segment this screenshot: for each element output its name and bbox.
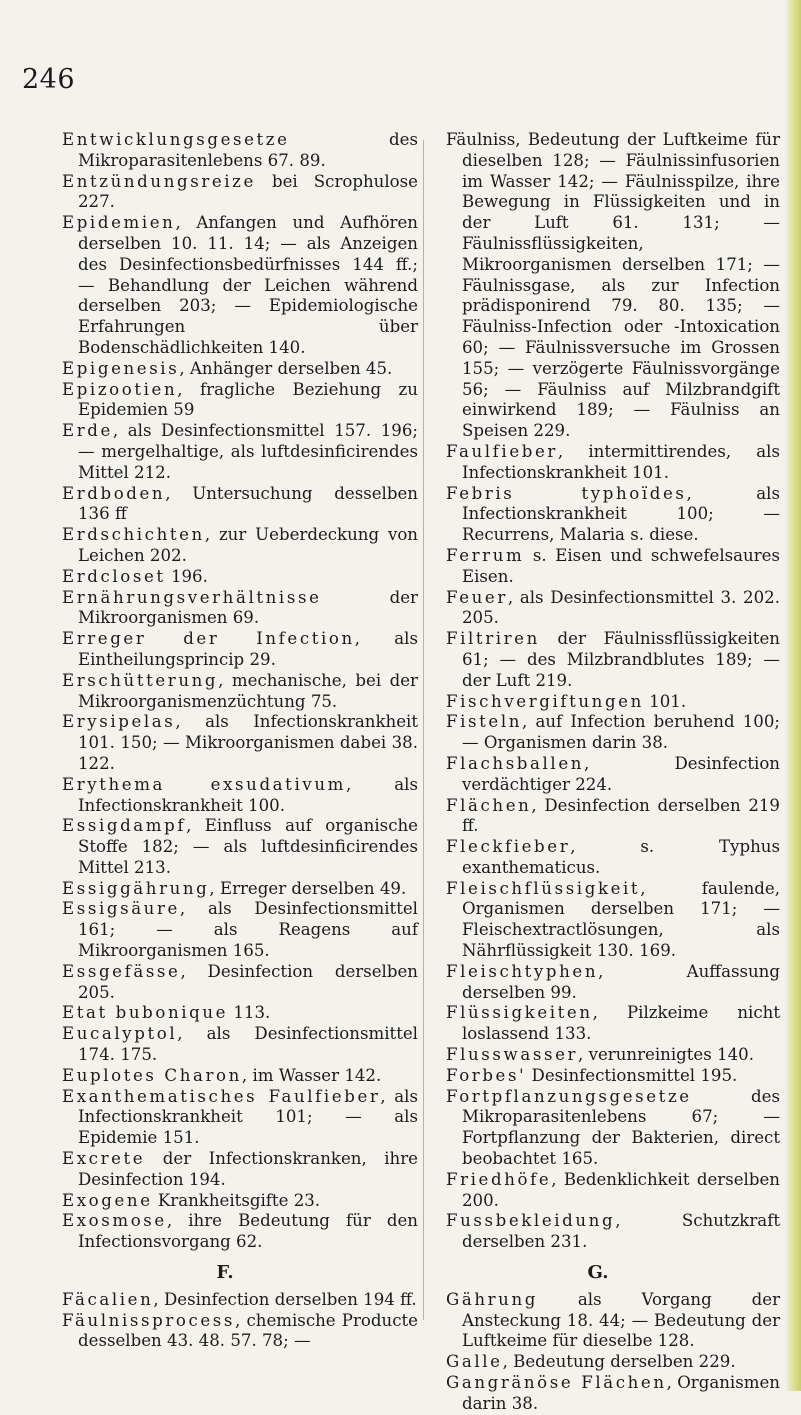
section-letter: G. bbox=[587, 1262, 609, 1284]
index-entry bbox=[446, 1066, 780, 1087]
index-text: Fäulniss, Bedeutung der Luftkeime für dieselben 128; — Fäulnissinfusorien im Wasser 142; — Fäulnisspilze, ihre Bewegung in Flüssigkeiten und in der Luft 61. 131; — Fäulnissflüssigkeiten, Mikroorganismen derselben 171; — Fäulnissgase, als zur Infection prädisponirend 79. 80. 135; — Fäulniss-Infection oder -Intoxication 60; — Fäulnissversuche im Grossen 155; — verzögerte Fäulnissvorgänge 56; — Fäulniss auf Milzbrandgift einwirkend 189; — Fäulniss an Speisen 229. bbox=[446, 130, 780, 441]
index-term: Flusswasser bbox=[446, 1045, 579, 1065]
index-entry bbox=[62, 484, 418, 526]
index-text: , Desinfection derselben 219 ff. bbox=[462, 795, 780, 836]
index-term: Faulfieber bbox=[446, 441, 558, 461]
index-term: Fischvergiftungen bbox=[446, 691, 644, 711]
index-entry bbox=[62, 1191, 418, 1212]
index-entry bbox=[62, 130, 418, 172]
index-term: Erschütterung bbox=[62, 670, 219, 690]
index-text: , s. Typhus exanthematicus. bbox=[462, 837, 780, 877]
index-text: , Bedenklichkeit derselben 200. bbox=[462, 1169, 780, 1210]
index-term: Erreger der Infection bbox=[62, 629, 355, 649]
index-entry bbox=[446, 1290, 780, 1352]
index-column-left bbox=[62, 130, 418, 1352]
index-text: , als Infectionskrankheit 100. bbox=[78, 774, 418, 815]
index-text: , als Eintheilungsprincip 29. bbox=[78, 629, 418, 669]
index-text: bei Scrophulose 227. bbox=[78, 171, 418, 212]
index-entry bbox=[446, 796, 780, 838]
index-entry bbox=[62, 525, 418, 567]
index-term: Epizootien bbox=[62, 379, 178, 399]
index-term: Fleckfieber bbox=[446, 837, 571, 857]
index-text: , Anhänger derselben 45. bbox=[179, 358, 393, 378]
index-text: , Erreger derselben 49. bbox=[209, 878, 407, 898]
index-term: Flüssigkeiten bbox=[446, 1003, 593, 1023]
index-text: s. Eisen und schwefelsaures Eisen. bbox=[462, 545, 780, 586]
index-text: 101. bbox=[643, 691, 687, 711]
index-term: Friedhöfe bbox=[446, 1169, 552, 1189]
index-term: Epidemien bbox=[62, 213, 176, 233]
index-term: Flächen bbox=[446, 795, 532, 815]
index-term: Excrete bbox=[62, 1149, 146, 1169]
index-entry bbox=[62, 962, 418, 1004]
index-text: als Vorgang der Ansteckung 18. 44; — Bedeutung der Luftkeime für dieselbe 128. bbox=[462, 1289, 780, 1351]
index-entry bbox=[62, 816, 418, 878]
index-term: Etat bubonique bbox=[62, 1003, 229, 1023]
index-text: , Untersuchung desselben 136 ff bbox=[78, 483, 418, 524]
index-entry bbox=[446, 130, 780, 442]
index-term: Fleischflüssigkeit bbox=[446, 878, 641, 898]
index-term: Feuer bbox=[446, 587, 508, 607]
index-entry bbox=[62, 1003, 418, 1024]
index-entry bbox=[62, 775, 418, 817]
index-term: Fleischtyphen bbox=[446, 961, 599, 981]
index-entry bbox=[446, 837, 780, 879]
index-text: der Fäulnissflüssigkeiten 61; — des Milzbrandblutes 189; — der Luft 219. bbox=[462, 629, 780, 690]
index-term: Fortpflanzungsgesetze bbox=[446, 1086, 692, 1106]
index-entry bbox=[62, 671, 418, 713]
index-text: Krankheitsgifte 23. bbox=[152, 1190, 321, 1210]
index-entry bbox=[62, 629, 418, 671]
index-entry bbox=[446, 1352, 780, 1373]
index-column-right bbox=[446, 130, 780, 1415]
index-text: 113. bbox=[228, 1003, 271, 1023]
index-text: , als Infectionskrankheit 100; —Recurrens, Malaria s. diese. bbox=[462, 483, 780, 545]
index-text: Desinfectionsmittel 195. bbox=[526, 1065, 738, 1085]
index-term: Erde bbox=[62, 421, 113, 441]
index-entry bbox=[446, 1211, 780, 1253]
index-term: Exogene bbox=[62, 1190, 153, 1210]
index-term: Essigdampf bbox=[62, 816, 187, 836]
index-term: Fussbekleidung bbox=[446, 1211, 616, 1231]
index-term: Erysipelas bbox=[62, 712, 176, 732]
index-term: Flachsballen bbox=[446, 753, 585, 773]
column-divider bbox=[423, 140, 424, 1320]
index-entry bbox=[62, 1149, 418, 1191]
index-text: , Desinfection derselben 194 ff. bbox=[153, 1289, 417, 1309]
index-entry bbox=[62, 421, 418, 483]
index-text: , Bedeutung derselben 229. bbox=[502, 1352, 736, 1372]
index-term: Exanthematisches Faulfieber bbox=[62, 1086, 381, 1106]
index-term: Euplotes Charon bbox=[62, 1065, 242, 1085]
index-text: , Auffassung derselben 99. bbox=[462, 961, 780, 1002]
index-text: der Mikroorganismen 69. bbox=[78, 587, 418, 628]
index-term: Erdboden bbox=[62, 483, 166, 503]
index-text: , mechanische, bei der Mikroorganismenzüchtung 75. bbox=[78, 670, 418, 711]
index-entry bbox=[62, 1087, 418, 1149]
index-entry bbox=[62, 1066, 418, 1087]
index-term: Gährung bbox=[446, 1289, 538, 1309]
index-term: Exosmose bbox=[62, 1211, 167, 1231]
index-term: Febris typhoïdes bbox=[446, 483, 687, 503]
index-term: Entzündungsreize bbox=[62, 171, 256, 191]
index-text: , auf Infection beruhend 100; — Organismen darin 38. bbox=[462, 712, 780, 753]
index-text: des Mikroparasitenlebens 67. 89. bbox=[78, 130, 418, 170]
index-entry bbox=[446, 442, 780, 484]
index-term: Gangränöse Flächen bbox=[446, 1373, 667, 1393]
index-term: Erdschichten bbox=[62, 525, 205, 545]
index-text: 196. bbox=[165, 566, 208, 586]
index-entry bbox=[446, 1045, 780, 1066]
index-text: , chemische Producte desselben 43. 48. 57. 78; — bbox=[78, 1310, 418, 1351]
index-entry bbox=[62, 567, 418, 588]
index-term: Essgefässe bbox=[62, 961, 181, 981]
index-entry bbox=[446, 1003, 780, 1045]
index-text: , Pilzkeime nicht loslassend 133. bbox=[462, 1003, 780, 1044]
index-text: , intermittirendes, als Infectionskrankheit 101. bbox=[462, 441, 780, 482]
index-text: , Einfluss auf organische Stoffe 182; — als luftdesinficirendes Mittel 213. bbox=[78, 816, 418, 877]
index-text: des Mikroparasitenlebens 67; — Fortpflanzung der Bakterien, direct beobachtet 165. bbox=[462, 1086, 780, 1169]
index-entry bbox=[446, 1087, 780, 1170]
index-entry bbox=[62, 588, 418, 630]
index-term: Galle bbox=[446, 1352, 503, 1372]
index-entry bbox=[446, 712, 780, 754]
index-text: , Desinfection verdächtiger 224. bbox=[462, 753, 780, 794]
index-entry bbox=[62, 1024, 418, 1066]
index-term: Erdcloset bbox=[62, 566, 166, 586]
index-term: Fäcalien bbox=[62, 1289, 154, 1309]
index-entry bbox=[446, 546, 780, 588]
index-text: , Anfangen und Aufhören derselben 10. 11. 14; — als Anzeigen des Desinfectionsbedürfnisses 144 ff.; — Behandlung der Leichen während derselben 203; — Epidemiologische Erfahrungen über Bodenschädlichkeiten 140. bbox=[78, 213, 418, 357]
index-entry bbox=[446, 484, 780, 546]
index-entry bbox=[62, 1290, 418, 1311]
index-term: Epigenesis bbox=[62, 358, 180, 378]
index-text: , ihre Bedeutung für den Infectionsvorgang 62. bbox=[78, 1211, 418, 1252]
page-number: 246 bbox=[22, 64, 76, 95]
section-letter: F. bbox=[216, 1262, 234, 1284]
index-term: Essigsäure bbox=[62, 899, 180, 919]
index-term: Entwicklungsgesetze bbox=[62, 130, 290, 149]
index-text: , verunreinigtes 140. bbox=[578, 1045, 754, 1065]
index-term: Erythema exsudativum bbox=[62, 774, 346, 794]
index-entry bbox=[446, 1170, 780, 1212]
index-entry bbox=[446, 1373, 780, 1415]
index-term: Filtriren bbox=[446, 629, 540, 649]
index-text: der Infectionskranken, ihre Desinfection 194. bbox=[78, 1149, 418, 1189]
index-entry bbox=[62, 380, 418, 422]
index-text: , Desinfection derselben 205. bbox=[78, 961, 418, 1002]
index-text: , faulende, Organismen derselben 171; — Fleischextractlösungen, als Nährflüssigkeit 130. 169. bbox=[462, 878, 780, 961]
index-entry bbox=[62, 899, 418, 961]
index-entry bbox=[446, 962, 780, 1004]
index-term: Essiggährung bbox=[62, 878, 210, 898]
index-text: , zur Ueberdeckung von Leichen 202. bbox=[78, 525, 418, 565]
index-entry bbox=[62, 213, 418, 359]
index-entry bbox=[446, 629, 780, 691]
index-entry bbox=[62, 172, 418, 214]
index-entry bbox=[446, 588, 780, 630]
index-text: , als Infectionskrankheit 101; — als Epidemie 151. bbox=[78, 1086, 418, 1148]
index-text: , im Wasser 142. bbox=[241, 1065, 382, 1085]
index-text: , als Desinfectionsmittel 157. 196; — mergelhaltige, als luftdesinficirendes Mittel 212. bbox=[78, 421, 418, 482]
index-text: , Organismen darin 38. bbox=[462, 1373, 780, 1413]
index-text: , als Desinfectionsmittel 161; — als Reagens auf Mikroorganismen 165. bbox=[78, 899, 418, 961]
index-term: Fisteln bbox=[446, 712, 523, 732]
index-entry bbox=[62, 712, 418, 774]
index-entry bbox=[62, 1311, 418, 1353]
index-text: , als Desinfectionsmittel 3. 202. 205. bbox=[462, 587, 780, 628]
index-term: Ferrum bbox=[446, 545, 525, 565]
index-term: Forbes' bbox=[446, 1065, 527, 1085]
index-entry bbox=[446, 754, 780, 796]
index-entry bbox=[62, 359, 418, 380]
index-entry bbox=[446, 692, 780, 713]
index-text: , fragliche Beziehung zu Epidemien 59 bbox=[78, 379, 418, 420]
index-entry bbox=[62, 1211, 418, 1253]
index-text: , Schutzkraft derselben 231. bbox=[462, 1211, 780, 1252]
index-text: , als Infectionskrankheit 101. 150; — Mikroorganismen dabei 38. 122. bbox=[78, 712, 418, 773]
index-term: Eucalyptol bbox=[62, 1024, 178, 1044]
index-entry bbox=[446, 879, 780, 962]
index-entry bbox=[62, 879, 418, 900]
index-term: Fäulnissprocess bbox=[62, 1310, 235, 1330]
index-term: Ernährungsverhältnisse bbox=[62, 587, 322, 607]
page-edge bbox=[785, 0, 801, 1391]
index-text: , als Desinfectionsmittel 174. 175. bbox=[78, 1024, 418, 1065]
